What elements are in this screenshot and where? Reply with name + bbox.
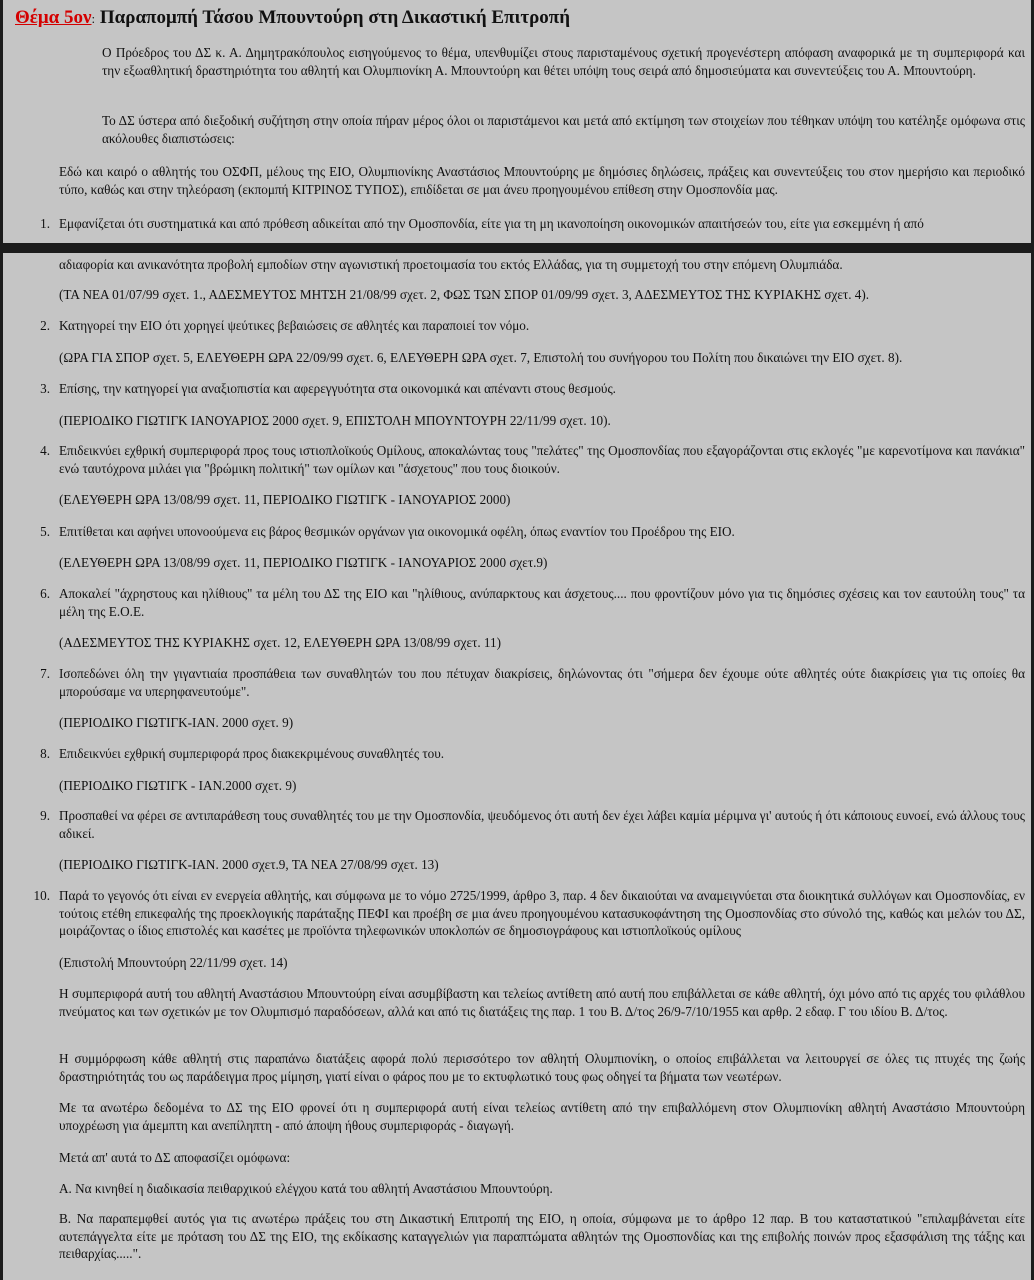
decision-a: Α. Να κινηθεί η διαδικασία πειθαρχικού ελέγχου κατά του αθλητή Αναστάσιου Μπουντούρη. [59,1181,553,1196]
closing-paragraph-3: Με τα ανωτέρω δεδομένα το ΔΣ της ΕΙΟ φρονεί ότι η συμπεριφορά αυτή είναι τελείως αντίθετη από την επιβαλλόμενη στον Ολυμπιονίκη αθλητή Αναστάσιο Μπουντούρη υποχρέωση για άμεμπτη και ανεπίληπτη - από άποψη ήθους συμπεριφοράς - διαγωγή. [59,1100,1025,1133]
topic-label: Θέμα 5ον [15,7,92,28]
item-number: 1. [40,216,50,231]
item-2-ref: (ΩΡΑ ΓΙΑ ΣΠΟΡ σχετ. 5, ΕΛΕΥΘΕΡΗ ΩΡΑ 22/09/99 σχετ. 6, ΕΛΕΥΘΕΡΗ ΩΡΑ σχετ. 7, Επιστολή του συνήγορου του Πολίτη που δικαιώνει την ΕΙΟ σχετ. 8). [59,350,903,365]
item-1-ref: (ΤΑ ΝΕΑ 01/07/99 σχετ. 1., ΑΔΕΣΜΕΥΤΟΣ ΜΗΤΣΗ 21/08/99 σχετ. 2, ΦΩΣ ΤΩΝ ΣΠΟΡ 01/09/99 σχετ. 3, ΑΔΕΣΜΕΥΤΟΣ ΤΗΣ ΚΥΡΙΑΚΗΣ σχετ. 4). [59,287,870,302]
topic-heading [15,6,570,31]
item-5-ref: (ΕΛΕΥΘΕΡΗ ΩΡΑ 13/08/99 σχετ. 11, ΠΕΡΙΟΔΙΚΟ ΓΙΩΤΙΓΚ - ΙΑΝΟΥΑΡΙΟΣ 2000 σχετ.9) [59,555,548,570]
item-6-ref: (ΑΔΕΣΜΕΥΤΟΣ ΤΗΣ ΚΥΡΙΑΚΗΣ σχετ. 12, ΕΛΕΥΘΕΡΗ ΩΡΑ 13/08/99 σχετ. 11) [59,635,502,650]
item-9-ref: (ΠΕΡΙΟΔΙΚΟ ΓΙΩΤΙΓΚ-ΙΑΝ. 2000 σχετ.9, ΤΑ ΝΕΑ 27/08/99 σχετ. 13) [59,857,439,872]
item-number: 3. [40,381,50,396]
item-number: 6. [40,586,50,601]
item-2-text: Κατηγορεί την ΕΙΟ ότι χορηγεί ψεύτικες βεβαιώσεις σε αθλητές και παραποιεί τον νόμο. [59,318,530,333]
item-number: 5. [40,524,50,539]
page-bottom-fragment [3,253,1031,1280]
item-8-text: Επιδεικνύει εχθρική συμπεριφορά προς διακεκριμένους συναθλητές του. [59,746,445,761]
item-1-text-part2: αδιαφορία και ανικανότητα προβολή εμποδίων στην αγωνιστική προετοιμασία του εκτός Ελλάδας, για τη συμμετοχή του στην επόμενη Ολυμπιάδα. [59,257,843,272]
item-5-text: Επιτίθεται και αφήνει υπονοούμενα εις βάρος θεσμικών οργάνων για οικονομικά οφέλη, όπως εναντίον του Προέδρου της ΕΙΟ. [59,524,735,539]
closing-paragraph-1: Η συμπεριφορά αυτή του αθλητή Αναστάσιου Μπουντούρη είναι ασυμβίβαστη και τελείως αντίθετη από αυτή που επιβάλλεται σε κάθε αθλητή, όχι μόνο από τις αρχές του φιλάθλου πνεύματος και των σχετικών με τον Ολυμπισμό παραδόσεων, αλλά και από τις διατάξεις της παρ. 1 του Β. Δ/τος 26/9-7/10/1955 και αρθρ. 2 εδαφ. Γ του ιδίου Β. Δ/τος. [59,986,1025,1019]
item-8-ref: (ΠΕΡΙΟΔΙΚΟ ΓΙΩΤΙΓΚ - ΙΑΝ.2000 σχετ. 9) [59,778,297,793]
item-7-ref: (ΠΕΡΙΟΔΙΚΟ ΓΙΩΤΙΓΚ-ΙΑΝ. 2000 σχετ. 9) [59,715,294,730]
closing-paragraph-2: Η συμμόρφωση κάθε αθλητή στις παραπάνω διατάξεις αφορά πολύ περισσότερο τον αθλητή Ολυμπιονίκη, ο οποίος επιβάλλεται να λειτουργεί σε όλες τις πτυχές της ζωής δραστηριότητάς του ως παράδειγμα προς μίμηση, γιατί είναι ο φάρος που με το εκτυφλωτικό τους φως οδηγεί τα βήματα των νεωτέρων. [59,1051,1025,1084]
item-number: 2. [40,318,50,333]
item-9-text: Προσπαθεί να φέρει σε αντιπαράθεση τους συναθλητές του με την Ομοσπονδία, ψευδόμενος ότι αυτή δεν έχει λάβει καμία μέριμνα γι' αυτούς ή ότι κάποιους ευνοεί, ενώ άλλους τους αδικεί. [59,808,1025,841]
context-paragraph: Εδώ και καιρό ο αθλητής του ΟΣΦΠ, μέλους της ΕΙΟ, Ολυμπιονίκης Αναστάσιος Μπουντούρης με δημόσιες δηλώσεις, πράξεις και συνεντεύξεις του στον ημερήσιο και περιοδικό τύπο, καθώς και στην τηλεόραση (εκπομπή ΚΙΤΡΙΝΟΣ ΤΥΠΟΣ), επιδίδεται σε μαι άνευ προηγουμένου επίθεση στην Ομοσπονδία μας. [59,164,1025,197]
intro-paragraph-1: Ο Πρόεδρος του ΔΣ κ. Α. Δημητρακόπουλος εισηγούμενος το θέμα, υπενθυμίζει στους παρισταμένους σχετική προγενέστερη απόφαση αναφορικά με τη συμπεριφορά και την εξωαθλητική δραστηριότητα του αθλητή και Ολυμπιονίκη Α. Μπουντούρη και θέτει υπόψη τους σειρά από δημοσιεύματα και συνεντεύξεις του Α. Μπουντούρη. [102,45,1025,78]
item-number: 10. [33,888,50,903]
item-number: 4. [40,443,50,458]
topic-title: Παραπομπή Τάσου Μπουντούρη στη Δικαστική Επιτροπή [99,7,571,28]
item-4-ref: (ΕΛΕΥΘΕΡΗ ΩΡΑ 13/08/99 σχετ. 11, ΠΕΡΙΟΔΙΚΟ ΓΙΩΤΙΓΚ - ΙΑΝΟΥΑΡΙΟΣ 2000) [59,492,511,507]
item-4-text: Επιδεικνύει εχθρική συμπεριφορά προς τους ιστιοπλοϊκούς Ομίλους, αποκαλώντας τους "πελάτες" της Ομοσπονδίας που εξαγοράζονται στις εκλογές "με καρενοτίμονα και πανάκια" ενώ ταυτόχρονα μιλάει για "βρώμικη πολιτική" των ομίλων και "άσχετους" που τους διοικούν. [59,443,1025,476]
item-10-text: Παρά το γεγονός ότι είναι εν ενεργεία αθλητής, και σύμφωνα με το νόμο 2725/1999, άρθρο 3, παρ. 4 δεν δικαιούται να αναμειγνύεται στα διοικητικά συλλόγων και Ομοσπονδίας, εν τούτοις ετέθη επικεφαλής της προεκλογικής παράταξης ΠΕΦΙ και προέβη σε μια άνευ προηγουμένου κατασυκοφάντηση της Ομοσπονδίας στο σύνολό της, καθώς και μελών του ΔΣ, μοιράζοντας ο ίδιος επιστολές και κασέτες με προϊόντα τηλεφωνικών υποκλοπών σε δημοσιογράφους και ιστιοπλοϊκούς ομίλους [59,888,1025,938]
intro-paragraph-2: Το ΔΣ ύστερα από διεξοδική συζήτηση στην οποία πήραν μέρος όλοι οι παριστάμενοι και μετά από εκτίμηση των στοιχείων που τέθηκαν υπόψη του κατέληξε ομόφωνα στις ακόλουθες διαπιστώσεις: [102,113,1025,146]
item-10-ref: (Επιστολή Μπουντούρη 22/11/99 σχετ. 14) [59,955,288,970]
item-number: 8. [40,746,50,761]
heading-separator: : [91,11,96,26]
item-3-ref: (ΠΕΡΙΟΔΙΚΟ ΓΙΩΤΙΓΚ ΙΑΝΟΥΑΡΙΟΣ 2000 σχετ. 9, ΕΠΙΣΤΟΛΗ ΜΠΟΥΝΤΟΥΡΗ 22/11/99 σχετ. 10). [59,413,611,428]
item-6-text: Αποκαλεί "άχρηστους και ηλίθιους" τα μέλη του ΔΣ της ΕΙΟ και "ηλίθιους, ανύπαρκτους και άσχετους.... που φροντίζουν μόνο για τις δημόσιες σχέσεις και τον εαυτούλη τους" τα μέλη της Ε.Ο.Ε. [59,586,1025,619]
decision-b: Β. Να παραπεμφθεί αυτός για τις ανωτέρω πράξεις του στη Δικαστική Επιτροπή της ΕΙΟ, η οποία, σύμφωνα με το άρθρο 12 παρ. Β του καταστατικού "επιλαμβάνεται είτε αυτεπάγγελτα είτε με πρόταση του ΔΣ της ΕΙΟ, της εκδίκασης καταγγελιών για παραπτώματα αθλητών της Ομοσπονδίας και της επιβολής ποινών προς εξασφάλιση της τάξης και πειθαρχίας.....". [59,1211,1025,1261]
item-1-text-part1: Εμφανίζεται ότι συστηματικά και από πρόθεση αδικείται από την Ομοσπονδία, είτε για τη μη ικανοποίηση οικονομικών απαιτήσεών του, είτε για εσκεμμένη ή από [59,216,924,231]
item-number: 9. [40,808,50,823]
item-3-text: Επίσης, την κατηγορεί για αναξιοπιστία και αφερεγγυότητα στα οικονομικά και απέναντι στους θεσμούς. [59,381,616,396]
item-number: 7. [40,666,50,681]
page-top-fragment [3,0,1031,243]
decision-intro: Μετά απ' αυτά το ΔΣ αποφασίζει ομόφωνα: [59,1150,291,1165]
item-7-text: Ισοπεδώνει όλη την γιγαντιαία προσπάθεια των συναθλητών του που πέτυχαν διακρίσεις, δηλώνοντας ότι "σήμερα δεν έχουμε ούτε αθλητές ούτε διακρίσεις για τις οποίες θα μπορούσαμε να υπερηφανευτούμε". [59,666,1025,699]
